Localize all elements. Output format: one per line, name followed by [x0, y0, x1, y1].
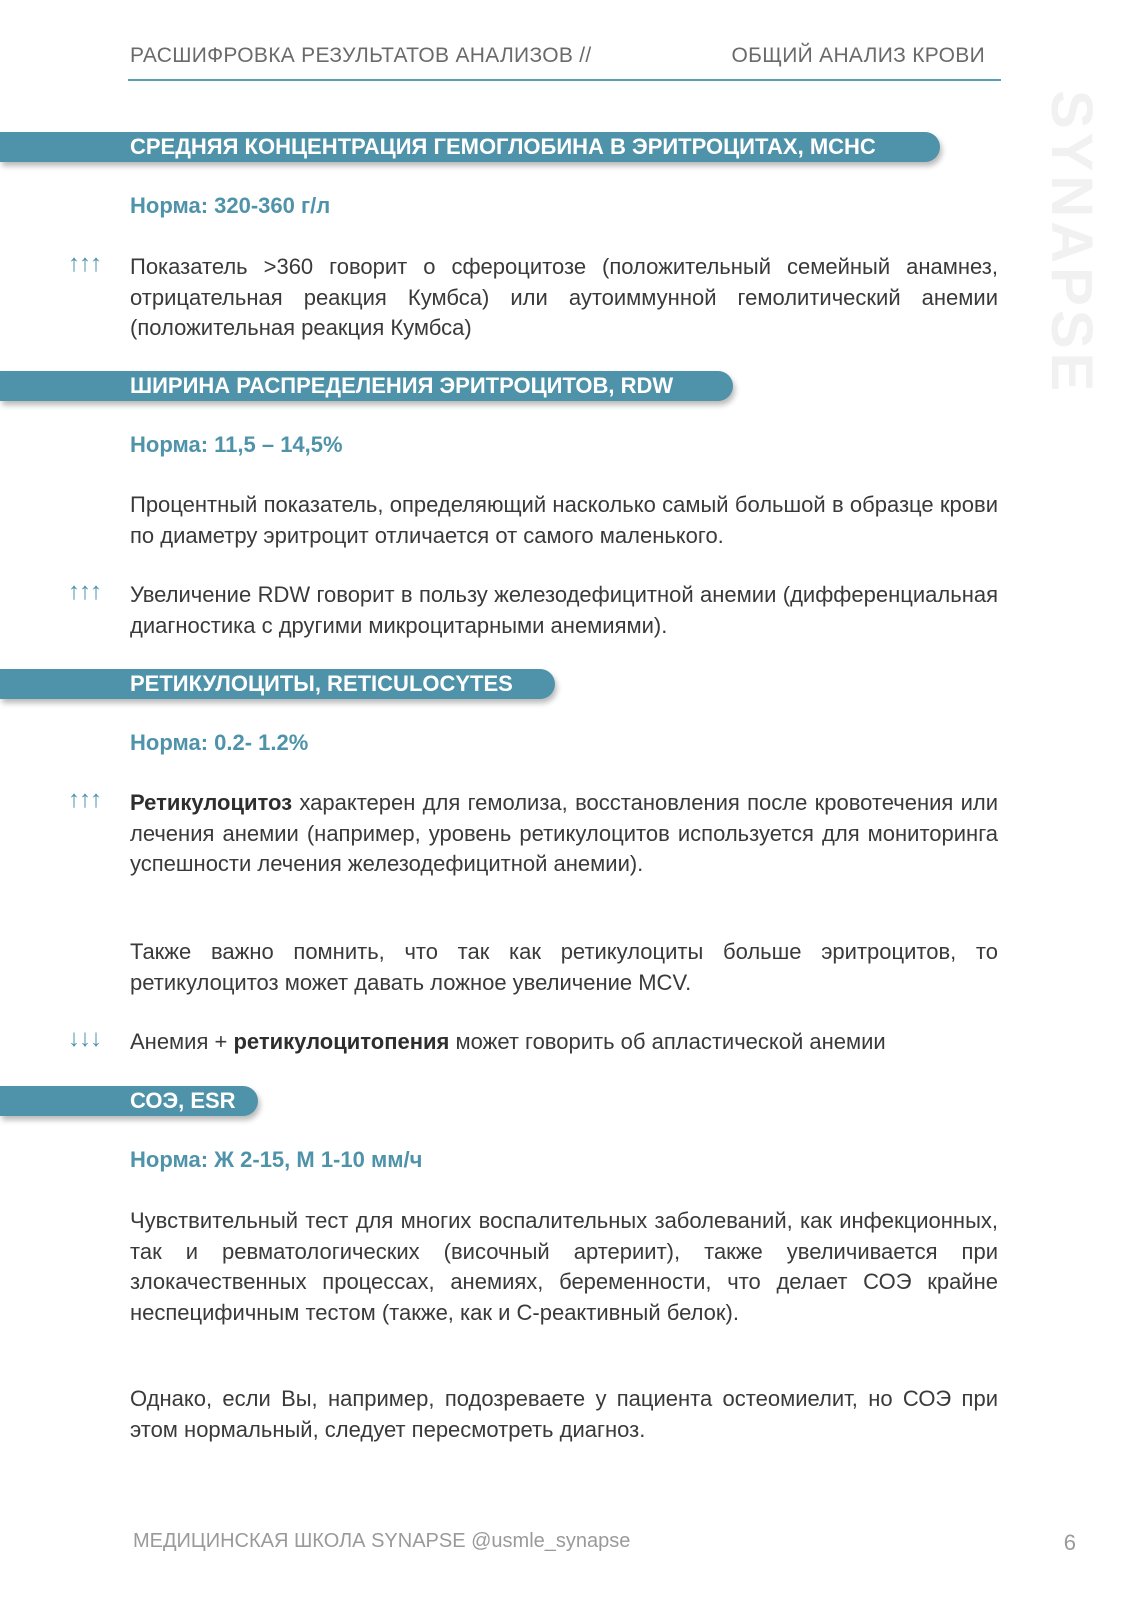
header-title: РАСШИФРОВКА РЕЗУЛЬТАТОВ АНАЛИЗОВ // — [130, 44, 592, 67]
brand-watermark: SYNAPSE — [1039, 90, 1104, 396]
paragraph-text: может говорить об апластической анемии — [449, 1029, 886, 1054]
footer-text: МЕДИЦИНСКАЯ ШКОЛА SYNAPSE @usmle_synapse — [133, 1530, 631, 1552]
paragraph: Процентный показатель, определяющий насколько самый большой в образце крови по диаметру эритроцит отличается от самого маленького. — [130, 492, 998, 548]
paragraph — [130, 788, 998, 880]
paragraph — [130, 1027, 998, 1058]
paragraph: Увеличение RDW говорит в пользу железодефицитной анемии (дифференциальная диагностика с другими микроцитарными анемиями). — [130, 582, 998, 638]
norm-value: Норма: Ж 2-15, М 1-10 мм/ч — [130, 1147, 423, 1172]
header-subtitle: ОБЩИЙ АНАЛИЗ КРОВИ — [731, 44, 985, 67]
norm-value: Норма: 11,5 – 14,5% — [130, 432, 343, 457]
paragraph: Однако, если Вы, например, подозреваете у пациента остеомиелит, но СОЭ при этом нормальный, следует пересмотреть диагноз. — [130, 1386, 998, 1442]
section-header-reticulocytes — [0, 669, 555, 699]
section-title: СРЕДНЯЯ КОНЦЕНТРАЦИЯ ГЕМОГЛОБИНА В ЭРИТРОЦИТАХ, MCHC — [130, 134, 876, 159]
bold-term: ретикулоцитопения — [233, 1029, 450, 1054]
section-header-mchc — [0, 132, 940, 162]
bold-term: Ретикулоцитоз — [130, 790, 293, 815]
paragraph-prefix: Анемия + — [130, 1029, 234, 1054]
arrow-up-icon: ↑↑↑ — [68, 250, 101, 277]
header-divider — [128, 79, 1001, 81]
section-title: ШИРИНА РАСПРЕДЕЛЕНИЯ ЭРИТРОЦИТОВ, RDW — [130, 373, 674, 398]
arrow-up-icon: ↑↑↑ — [68, 786, 101, 813]
section-header-esr — [0, 1086, 258, 1116]
norm-value: Норма: 0.2- 1.2% — [130, 730, 309, 755]
paragraph: Чувствительный тест для многих воспалительных заболеваний, как инфекционных, так и ревматологических (височный артериит), также увеличивается при злокачественных процессах, анемиях, беременности, что делает СОЭ крайне неспецифичным тестом (также, как и С-реактивный белок). — [130, 1208, 998, 1325]
paragraph: Также важно помнить, что так как ретикулоциты больше эритроцитов, то ретикулоцитоз может давать ложное увеличение MCV. — [130, 939, 998, 995]
section-title: РЕТИКУЛОЦИТЫ, RETICULOCYTES — [130, 671, 513, 696]
arrow-up-icon: ↑↑↑ — [68, 578, 101, 605]
paragraph: Показатель >360 говорит о сфероцитозе (положительный семейный анамнез, отрицательная реакция Кумбса) или аутоиммунной гемолитический анемии (положительная реакция Кумбса) — [130, 254, 998, 340]
page-number: 6 — [1063, 1530, 1076, 1555]
section-title: СОЭ, ESR — [130, 1088, 236, 1113]
norm-value: Норма: 320-360 г/л — [130, 193, 331, 218]
section-header-rdw — [0, 371, 733, 401]
paragraph-text: характерен для гемолиза, восстановления после кровотечения или лечения анемии (например, уровень ретикулоцитов используется для мониторинга успешности лечения железодефицитной анемии). — [130, 790, 998, 876]
arrow-down-icon: ↓↓↓ — [68, 1025, 101, 1052]
